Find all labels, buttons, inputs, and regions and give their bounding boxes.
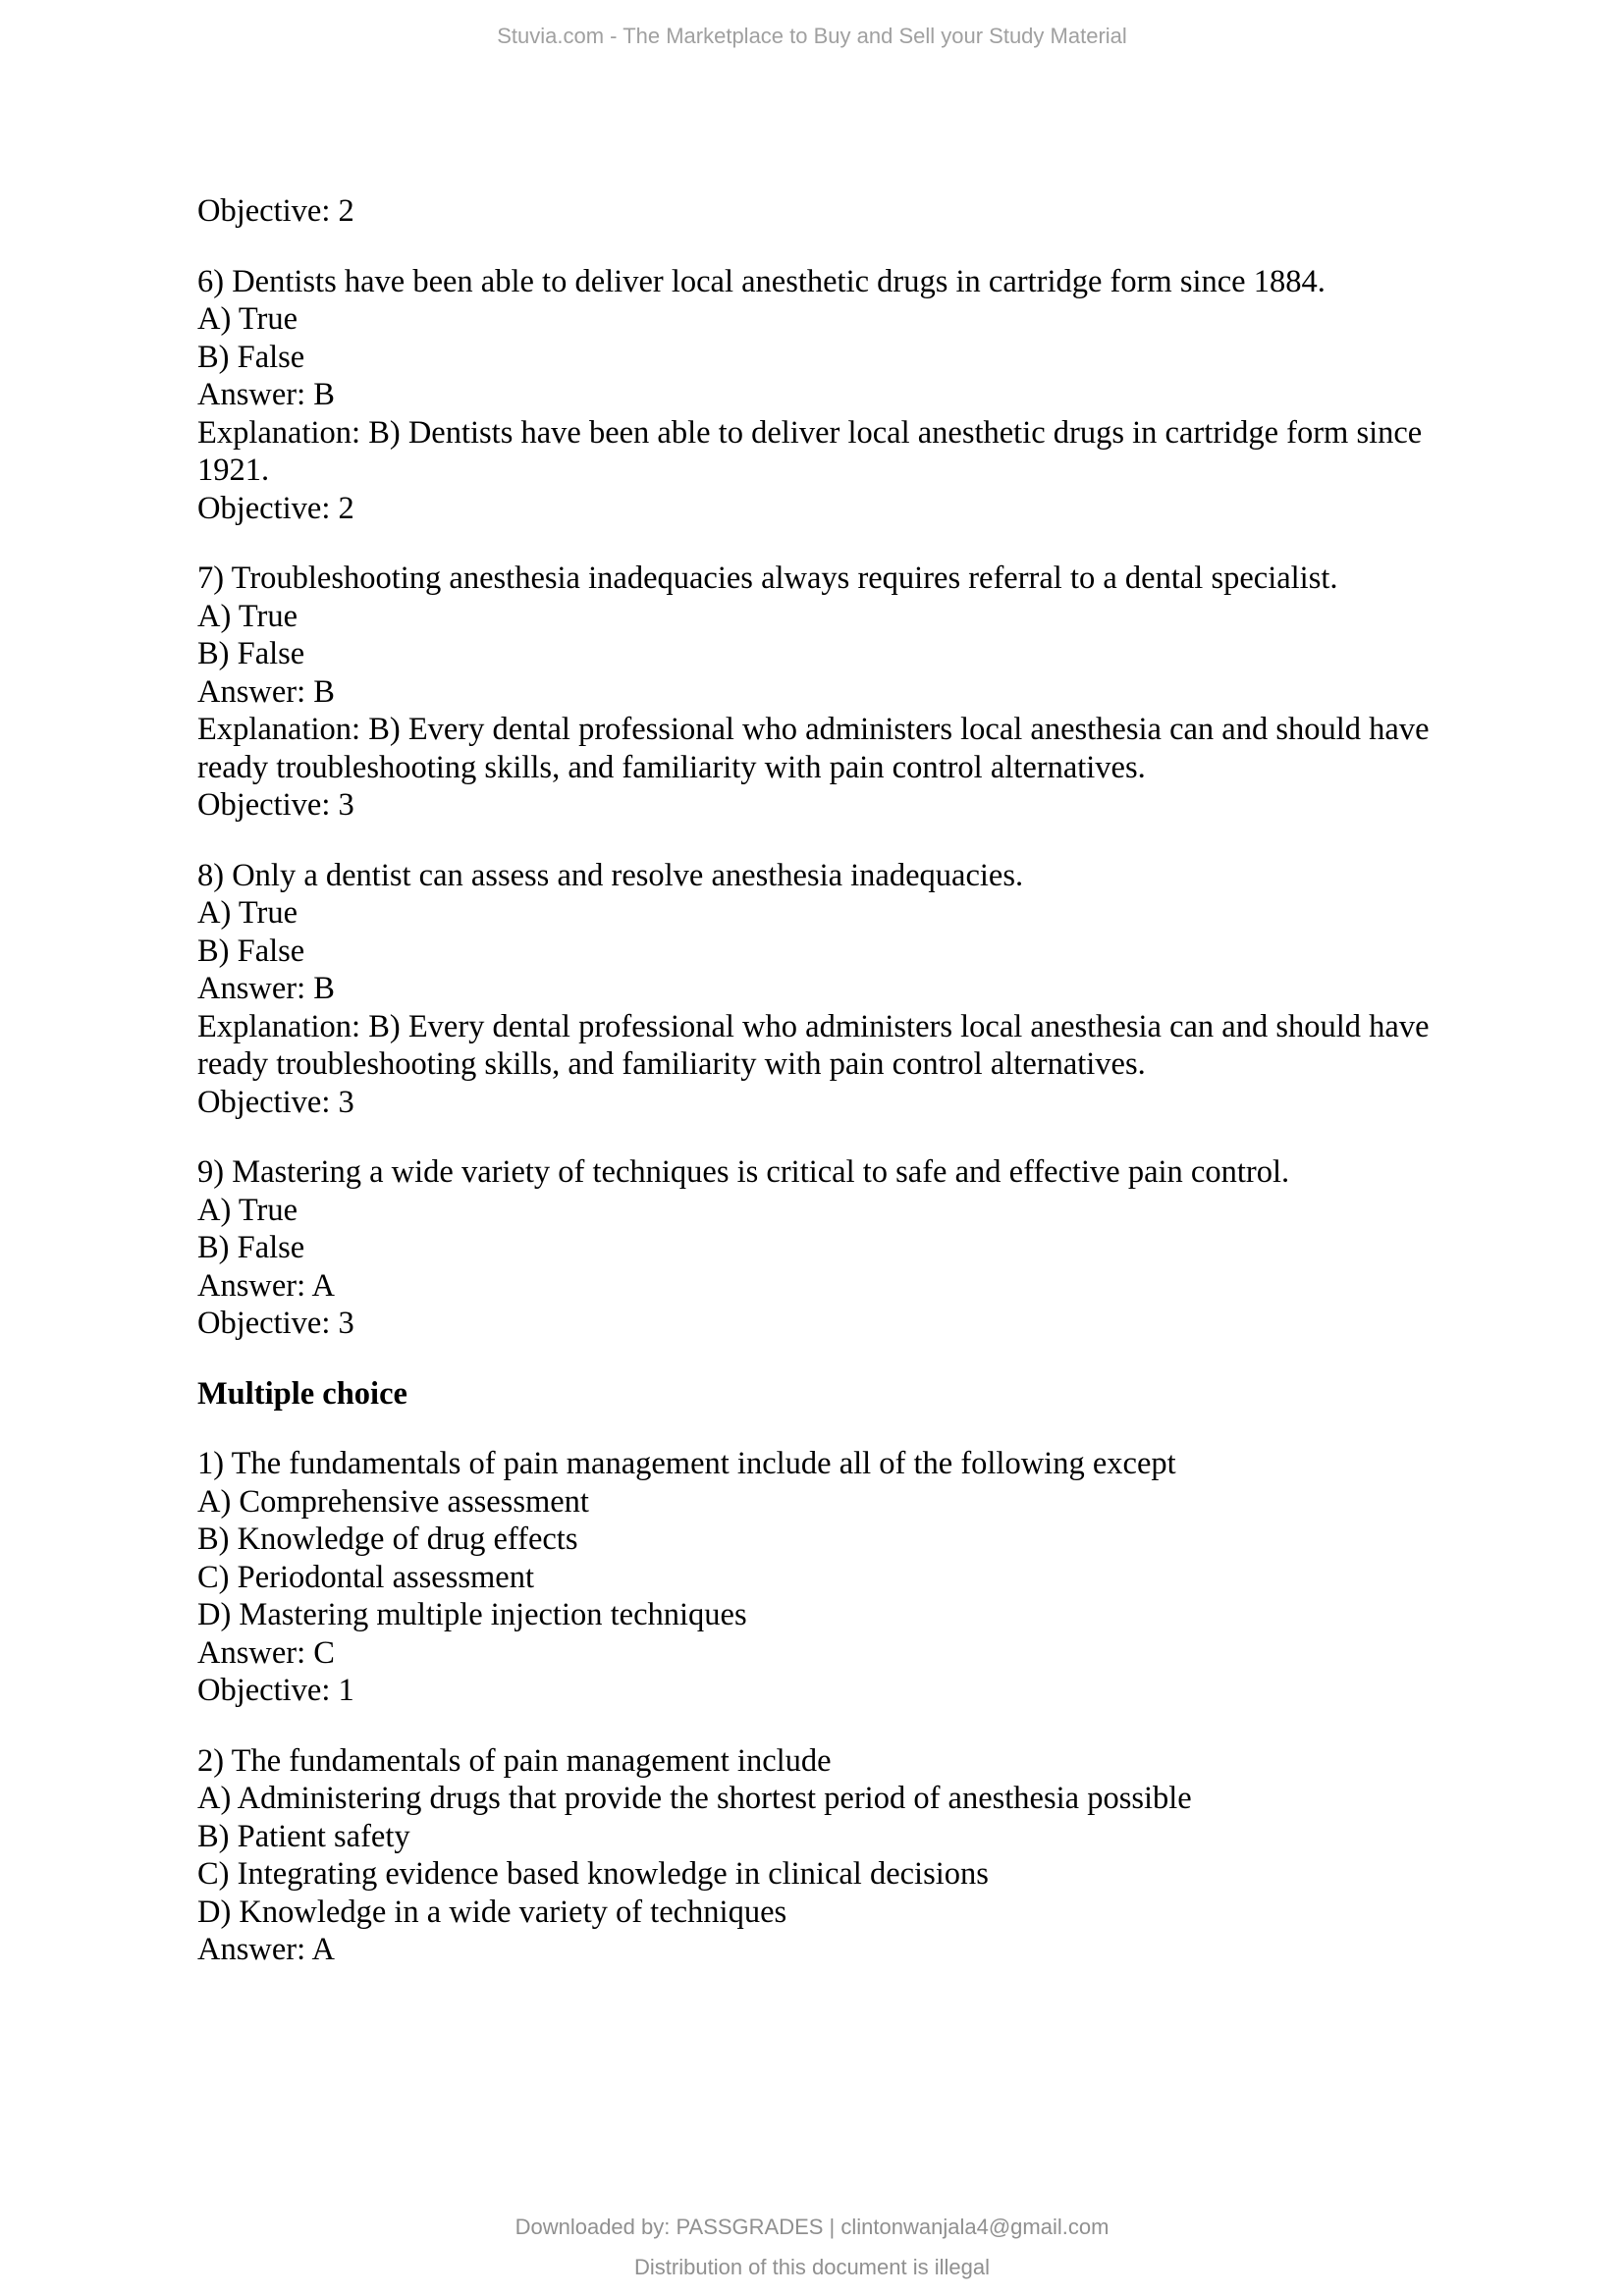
explanation-text-continued: ready troubleshooting skills, and familiarity with pain control alternatives. <box>197 1046 1146 1082</box>
answer-text: Answer: C <box>197 1634 335 1671</box>
question-block <box>197 1153 1474 1343</box>
question-block <box>197 263 1474 528</box>
objective-text: Objective: 3 <box>197 787 354 823</box>
answer-text: Answer: B <box>197 673 335 710</box>
question-text: 2) The fundamentals of pain management include <box>197 1742 832 1779</box>
option-b: B) False <box>197 933 305 969</box>
question-text: 8) Only a dentist can assess and resolve anesthesia inadequacies. <box>197 857 1024 893</box>
section-heading: Multiple choice <box>197 1375 407 1412</box>
answer-text: Answer: A <box>197 1267 335 1304</box>
question-block <box>197 1445 1474 1710</box>
download-notice: Downloaded by: PASSGRADES | clintonwanjala4@gmail.com <box>514 2215 1110 2239</box>
option-c: C) Periodontal assessment <box>197 1559 535 1595</box>
option-b: B) False <box>197 339 305 375</box>
explanation-text-continued: ready troubleshooting skills, and familiarity with pain control alternatives. <box>197 749 1146 785</box>
explanation-text: Explanation: B) Every dental professional who administers local anesthesia can and should have <box>197 1008 1430 1044</box>
option-a: A) Administering drugs that provide the shortest period of anesthesia possible <box>197 1781 1192 1816</box>
option-a: A) Comprehensive assessment <box>197 1483 589 1520</box>
option-a: A) True <box>197 895 298 931</box>
objective-text: Objective: 2 <box>197 490 354 526</box>
answer-text: Answer: A <box>197 1932 335 1967</box>
document-content <box>197 192 1474 1969</box>
question-block <box>197 560 1474 825</box>
objective-text: Objective: 1 <box>197 1673 354 1708</box>
objective-text: Objective: 3 <box>197 1306 354 1341</box>
explanation-text: Explanation: B) Every dental professional who administers local anesthesia can and should have <box>197 712 1430 747</box>
question-text: 9) Mastering a wide variety of techniques is critical to safe and effective pain control. <box>197 1154 1290 1190</box>
question-block <box>197 857 1474 1122</box>
option-a: A) True <box>197 301 298 337</box>
option-d: D) Mastering multiple injection techniques <box>197 1597 747 1632</box>
option-a: A) True <box>197 598 298 634</box>
option-b: B) Patient safety <box>197 1818 410 1854</box>
question-text: 7) Troubleshooting anesthesia inadequacies always requires referral to a dental specialist. <box>197 561 1338 596</box>
explanation-text: Explanation: B) Dentists have been able to deliver local anesthetic drugs in cartridge form since <box>197 414 1423 451</box>
option-b: B) False <box>197 1230 305 1265</box>
option-b: B) Knowledge of drug effects <box>197 1522 578 1557</box>
question-text: 6) Dentists have been able to deliver local anesthetic drugs in cartridge form since 1884. <box>197 263 1326 299</box>
objective-text: Objective: 3 <box>197 1084 354 1120</box>
question-text: 1) The fundamentals of pain management include all of the following except <box>197 1446 1176 1481</box>
answer-text: Answer: B <box>197 377 335 412</box>
option-c: C) Integrating evidence based knowledge in clinical decisions <box>197 1856 989 1892</box>
objective-text: Objective: 2 <box>197 193 354 229</box>
distribution-notice: Distribution of this document is illegal <box>634 2255 990 2279</box>
explanation-text-continued: 1921. <box>197 453 270 488</box>
option-b: B) False <box>197 636 305 671</box>
option-d: D) Knowledge in a wide variety of techniques <box>197 1894 787 1930</box>
option-a: A) True <box>197 1192 298 1228</box>
answer-text: Answer: B <box>197 971 335 1006</box>
site-banner: Stuvia.com - The Marketplace to Buy and Sell your Study Material <box>497 24 1127 48</box>
question-block <box>197 1742 1474 1969</box>
